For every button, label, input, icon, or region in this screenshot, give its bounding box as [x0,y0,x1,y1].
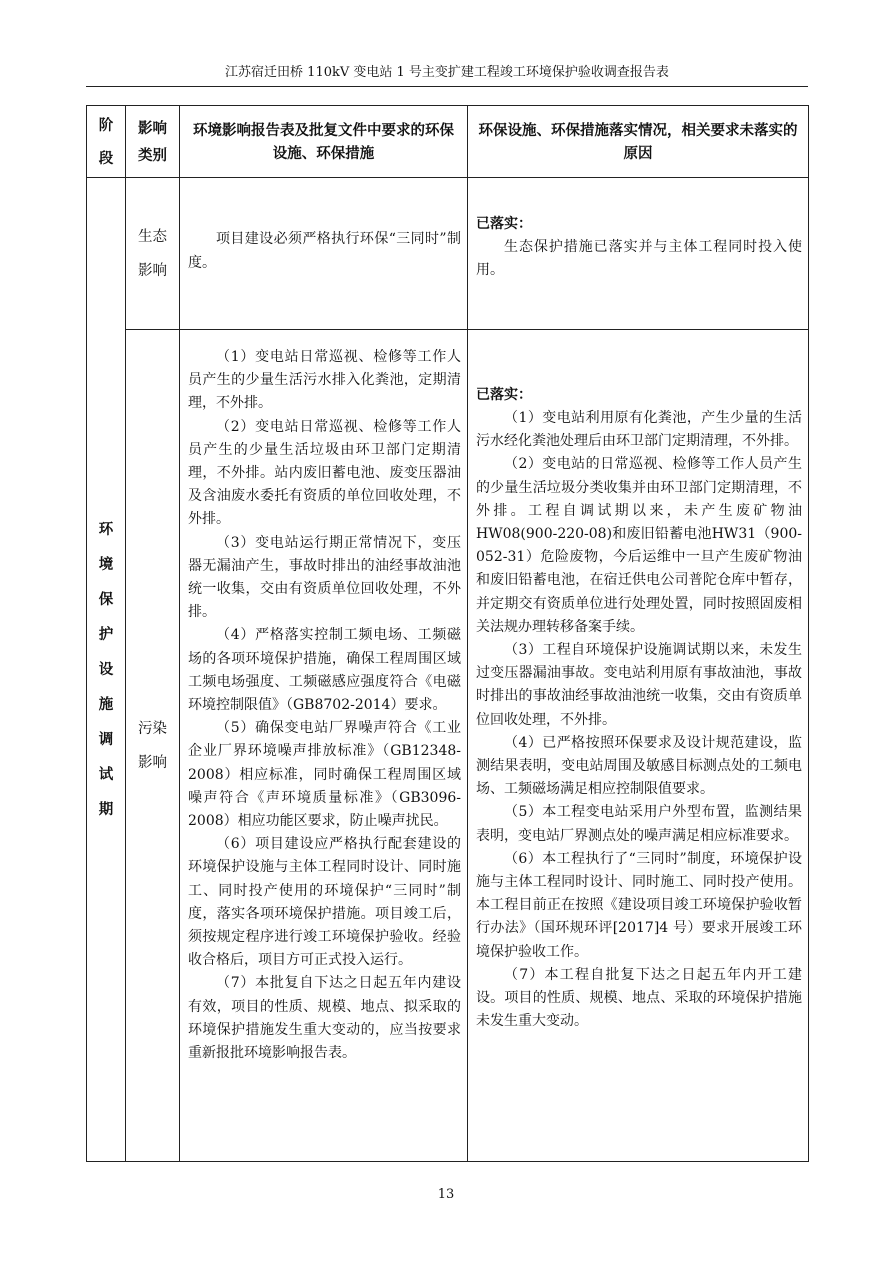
results-cell-pollution [468,330,809,1162]
table-row-pollution [87,330,809,1162]
requirement-paragraph: （2）变电站日常巡视、检修等工作人员产生的少量生活垃圾由环卫部门定期清理，不外排。站内废旧蓄电池、废变压器油及含油废水委托有资质的单位回收处理，不外排。 [188,418,461,528]
requirements-cell-ecology [180,178,468,330]
status-label: 已落实： [476,215,532,232]
category-cell-pollution: 污染影响 [126,330,180,1162]
stage-label: 环境保护设施调试期 [98,521,114,818]
col-header-category: 影响类别 [126,106,180,178]
measures-table [86,105,809,1162]
category-cell-ecology: 生态影响 [126,178,180,330]
result-paragraph: 生态保护措施已落实并与主体工程同时投入使用。 [476,238,802,278]
result-paragraph: （1）变电站利用原有化粪池，产生少量的生活污水经化粪池处理后由环卫部门定期清理，不外排。 [476,410,802,450]
stage-cell [87,178,126,1162]
requirement-paragraph: （6）项目建设应严格执行配套建设的环境保护设施与主体工程同时设计、同时施工、同时投产使用的环境保护“三同时”制度，落实各项环境保护措施。项目竣工后，须按规定程序进行竣工环境保护验收。经验收合格后，项目方可正式投入运行。 [188,836,461,969]
requirement-paragraph: （1）变电站日常巡视、检修等工作人员产生的少量生活污水排入化粪池，定期清理，不外排。 [188,349,461,412]
requirement-paragraph: （3）变电站运行期正常情况下，变压器无漏油产生，事故时排出的油经事故油池统一收集，交由有资质单位回收处理，不外排。 [188,534,461,621]
result-paragraph: （4）已严格按照环保要求及设计规范建设，监测结果表明，变电站周围及敏感目标测点处的工频电场、工频磁场满足相应控制限值要求。 [476,734,802,798]
running-header: 江苏宿迁田桥 110kV 变电站 1 号主变扩建工程竣工环境保护验收调查报告表 [225,65,669,80]
requirement-paragraph: （5）确保变电站厂界噪声符合《工业企业厂界环境噪声排放标准》（GB12348-2008）相应标准，同时确保工程周围区域噪声符合《声环境质量标准》（GB3096-2008）相应功能区要求，防止噪声扰民。 [188,720,461,830]
col-header-results: 环保设施、环保措施落实情况，相关要求未落实的原因 [468,106,809,178]
table-row-ecology [87,178,809,330]
result-paragraph: （6）本工程执行了“三同时”制度，环境保护设施与主体工程同时设计、同时施工、同时投产使用。本工程目前正在按照《建设项目竣工环境保护验收暂行办法》（国环规环评[2017]4 号）要求开展竣工环境保护验收工作。 [476,850,802,960]
header-rule [86,86,808,87]
table-header-row [87,106,809,178]
page-number: 13 [437,1187,455,1202]
result-paragraph: （7）本工程自批复下达之日起五年内开工建设。项目的性质、规模、地点、采取的环境保护措施未发生重大变动。 [476,966,802,1030]
requirement-paragraph: （4）严格落实控制工频电场、工频磁场的各项环境保护措施，确保工程周围区域工频电场强度、工频磁感应强度符合《电磁环境控制限值》（GB8702-2014）要求。 [188,627,461,714]
result-paragraph: （5）本工程变电站采用户外型布置，监测结果表明，变电站厂界测点处的噪声满足相应标准要求。 [476,804,802,844]
requirement-paragraph: 项目建设必须严格执行环保“三同时”制度。 [188,231,461,271]
result-paragraph: （2）变电站的日常巡视、检修等工作人员产生的少量生活垃圾分类收集并由环卫部门定期清理，不外排。工程自调试期以来，未产生废矿物油 HW08(900-220-08)和废旧铅蓄电池HW31（900-052-31）危险废物，今后运维中一旦产生废矿物油和废旧铅蓄电池，在宿迁供电公司普陀仓库中暂存，并定期交有资质单位进行处理处置，同时按照固废相关法规办理转移备案手续。 [476,456,802,635]
requirement-paragraph: （7）本批复自下达之日起五年内建设有效，项目的性质、规模、地点、拟采取的环境保护措施发生重大变动的，应当按要求重新报批环境影响报告表。 [188,975,461,1062]
col-header-stage: 阶段 [87,106,126,178]
result-paragraph: （3）工程自环境保护设施调试期以来，未发生过变压器漏油事故。变电站利用原有事故油池，事故时排出的事故油经事故油池统一收集，交由有资质单位回收处理，不外排。 [476,642,802,728]
requirements-cell-pollution [180,330,468,1162]
status-label: 已落实： [476,387,532,403]
col-header-requirements: 环境影响报告表及批复文件中要求的环保设施、环保措施 [180,106,468,178]
results-cell-ecology [468,178,809,330]
